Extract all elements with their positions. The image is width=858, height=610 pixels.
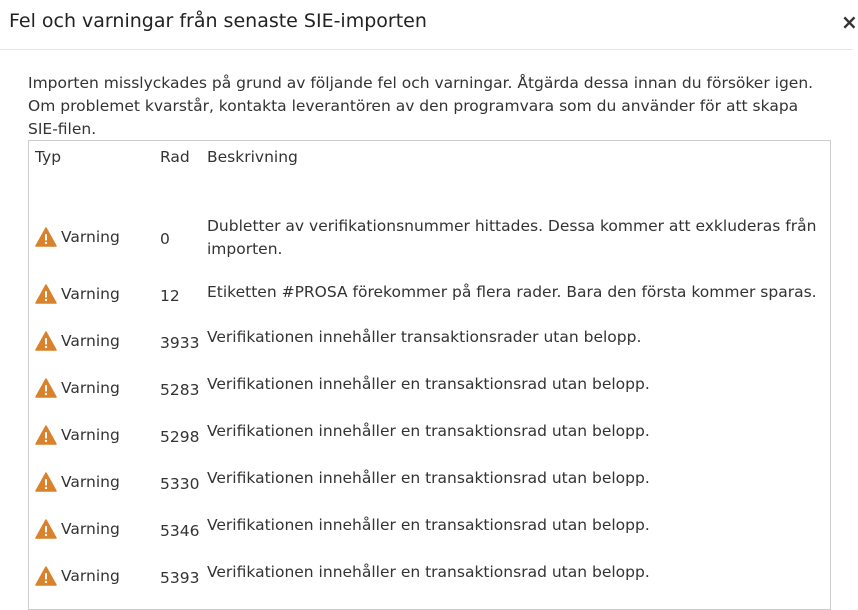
row-number: 3933 — [160, 334, 200, 352]
row-number: 5283 — [160, 381, 200, 399]
description: Verifikationen innehåller en transaktionsrad utan belopp. — [207, 563, 650, 581]
warnings-table — [28, 140, 831, 610]
type-label: Varning — [61, 473, 120, 491]
type-cell — [35, 284, 155, 306]
row-number: 5330 — [160, 475, 200, 493]
type-cell — [35, 519, 155, 541]
table-row — [29, 469, 830, 515]
row-number: 0 — [160, 230, 170, 248]
table-row — [29, 215, 830, 261]
description: Verifikationen innehåller en transaktionsrad utan belopp. — [207, 375, 650, 393]
type-label: Varning — [61, 567, 120, 585]
table-row — [29, 563, 830, 609]
close-icon[interactable]: × — [841, 10, 858, 34]
description: Dubletter av verifikationsnummer hittades. Dessa kommer att exkluderas från importen. — [207, 217, 817, 258]
table-row — [29, 328, 830, 374]
dialog-title: Fel och varningar från senaste SIE-importen — [9, 10, 427, 32]
table-row — [29, 281, 830, 327]
description: Etiketten #PROSA förekommer på flera rader. Bara den första kommer sparas. — [207, 283, 817, 301]
intro-text: Importen misslyckades på grund av följande fel och varningar. Åtgärda dessa innan du försöker igen. Om problemet kvarstår, kontakta leverantören av den programvara som du använder för att skapa SIE-filen. — [28, 74, 814, 138]
row-number: 5298 — [160, 428, 200, 446]
description: Verifikationen innehåller en transaktionsrad utan belopp. — [207, 469, 650, 487]
warning-icon — [35, 227, 57, 247]
type-cell — [35, 227, 155, 249]
column-header-description: Beskrivning — [207, 148, 298, 166]
dialog-header — [0, 0, 858, 50]
type-label: Varning — [61, 228, 120, 246]
warning-icon — [35, 472, 57, 492]
warning-icon — [35, 378, 57, 398]
warning-icon — [35, 425, 57, 445]
row-number: 12 — [160, 287, 180, 305]
column-header-row: Rad — [160, 148, 190, 166]
type-cell — [35, 425, 155, 447]
type-cell — [35, 331, 155, 353]
description: Verifikationen innehåller en transaktionsrad utan belopp. — [207, 516, 650, 534]
type-label: Varning — [61, 426, 120, 444]
description: Verifikationen innehåller transaktionsrader utan belopp. — [207, 328, 642, 346]
row-number: 5393 — [160, 569, 200, 587]
type-label: Varning — [61, 379, 120, 397]
warning-icon — [35, 519, 57, 539]
type-cell — [35, 472, 155, 494]
warning-icon — [35, 566, 57, 586]
type-cell — [35, 378, 155, 400]
table-row — [29, 375, 830, 421]
row-number: 5346 — [160, 522, 200, 540]
column-header-type: Typ — [35, 148, 62, 166]
warning-icon — [35, 331, 57, 351]
type-label: Varning — [61, 520, 120, 538]
warning-icon — [35, 284, 57, 304]
type-label: Varning — [61, 285, 120, 303]
table-row — [29, 422, 830, 468]
table-row — [29, 516, 830, 562]
type-label: Varning — [61, 332, 120, 350]
type-cell — [35, 566, 155, 588]
description: Verifikationen innehåller en transaktionsrad utan belopp. — [207, 422, 650, 440]
